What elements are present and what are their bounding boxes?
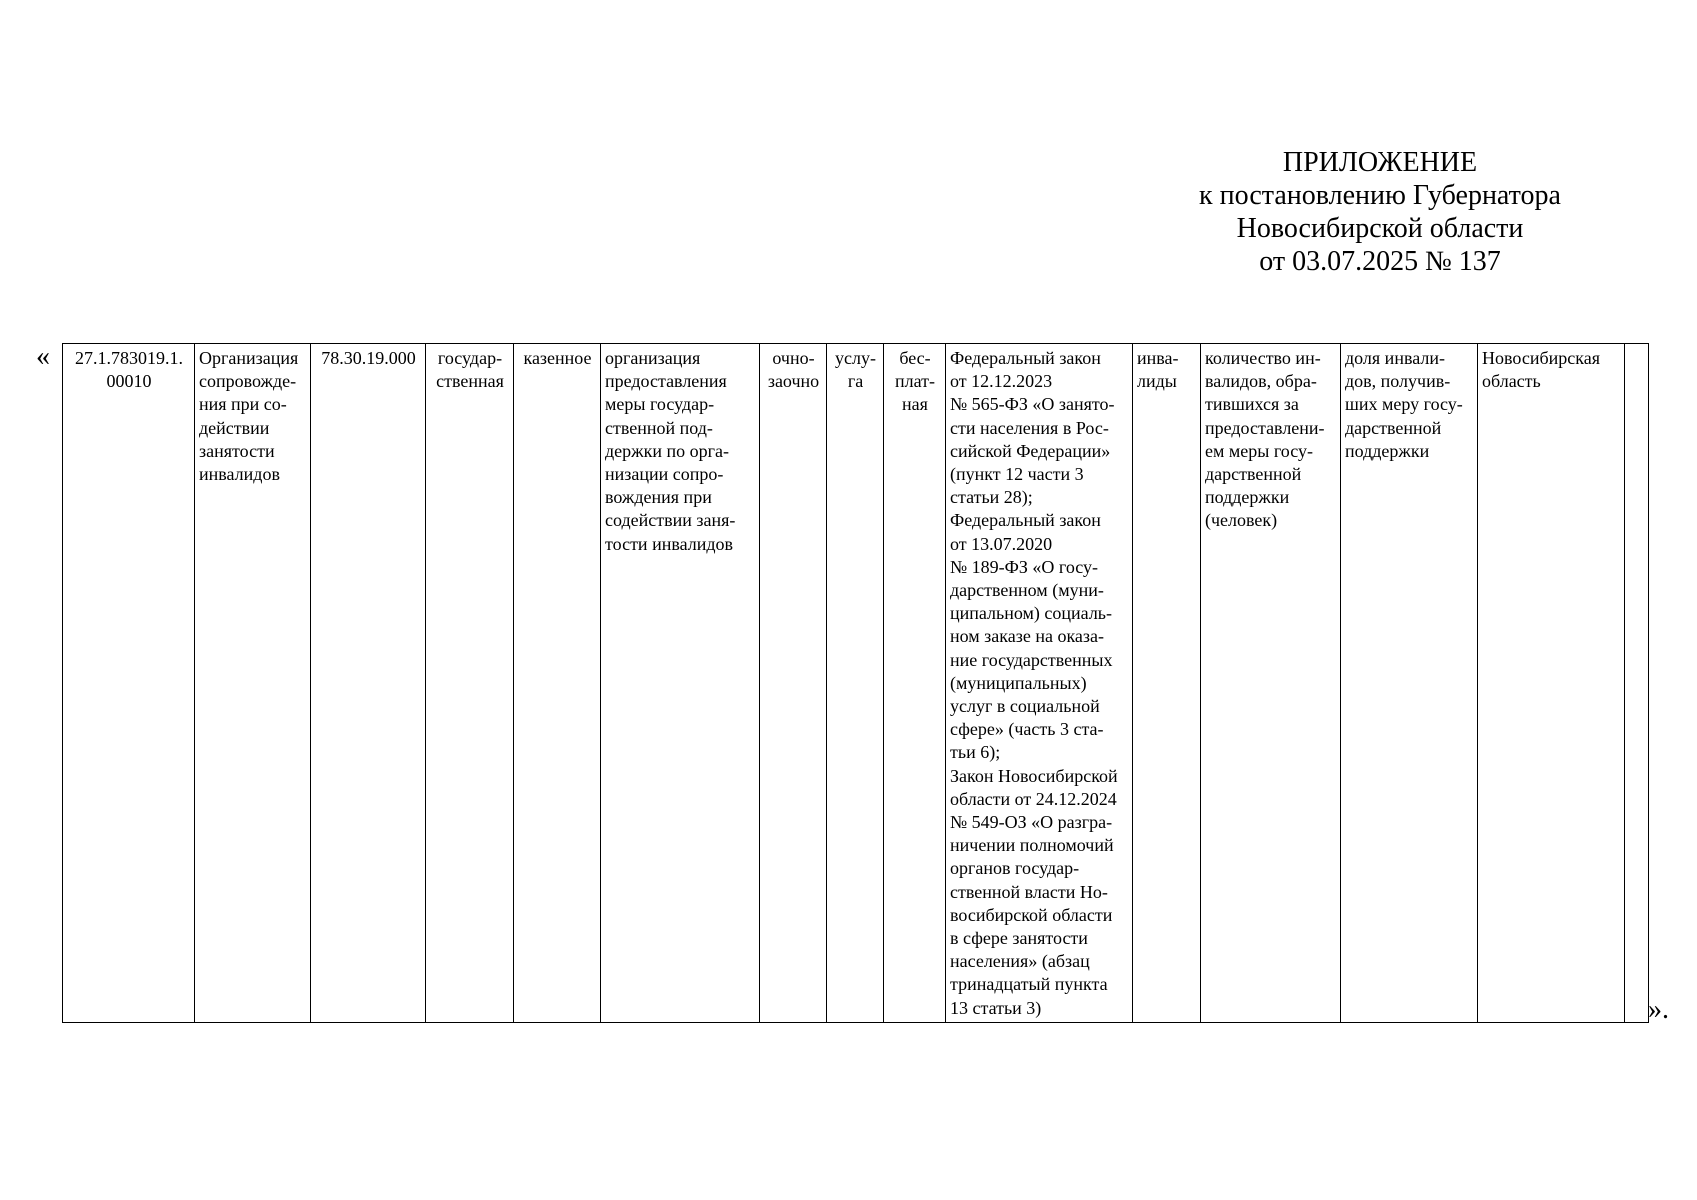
cell-volume-indicator: количество ин- валидов, обра- тившихся за предоставлени- ем меры госу- дарственной поддержки (человек) [1201,344,1341,1023]
cell-registry-code: 27.1.783019.1. 00010 [63,344,195,1023]
appendix-line-date-number: от 03.07.2025 № 137 [1259,246,1501,277]
closing-quote: ». [1648,994,1669,1025]
cell-recipients: инва- лиды [1133,344,1201,1023]
table-row [63,344,1649,1023]
cell-quality-indicator: доля инвали- дов, получив- ших меру госу- дарственной поддержки [1341,344,1478,1023]
cell-service-form: очно- заочно [760,344,827,1023]
cell-service-content: организация предоставления меры государ- ственной под- держки по орга- низации сопро- вождения при содействии заня- тости инвалидов [601,344,760,1023]
cell-legal-basis: Федеральный закон от 12.12.2023 № 565-ФЗ «О занято- сти населения в Рос- сийской Федерации» (пункт 12 части 3 статьи 28); Федеральный закон от 13.07.2020 № 189-ФЗ «О госу- дарственном (муни- ципальном) социаль- ном заказе на оказа- ние государственных (муниципальных) услуг в социальной сфере» (часть 3 ста- тьи 6); Закон Новосибирской области от 24.12.2024 № 549-ОЗ «О разгра- ничении полномочий органов государ- ственной власти Но- восибирской области в сфере занятости населения» (абзац тринадцатый пункта 13 статьи 3) [946,344,1133,1023]
opening-quote: « [36,341,50,372]
registry-table [62,343,1649,1023]
cell-region: Новосибирская область [1478,344,1625,1023]
appendix-title: ПРИЛОЖЕНИЕ [1282,147,1478,178]
cell-payment-type: бес- плат- ная [884,344,946,1023]
cell-okpd-code: 78.30.19.000 [311,344,426,1023]
cell-ownership: государ- ственная [426,344,514,1023]
cell-service-kind: услу- га [827,344,884,1023]
appendix-line-resolution: к постановлению Губернатора [1199,180,1561,211]
cell-extra [1625,344,1649,1023]
cell-service-name: Организация сопровожде- ния при со- действии занятости инвалидов [195,344,311,1023]
appendix-line-region: Новосибирской области [1236,213,1524,244]
cell-institution-type: казенное [514,344,601,1023]
appendix-header [1160,146,1600,278]
